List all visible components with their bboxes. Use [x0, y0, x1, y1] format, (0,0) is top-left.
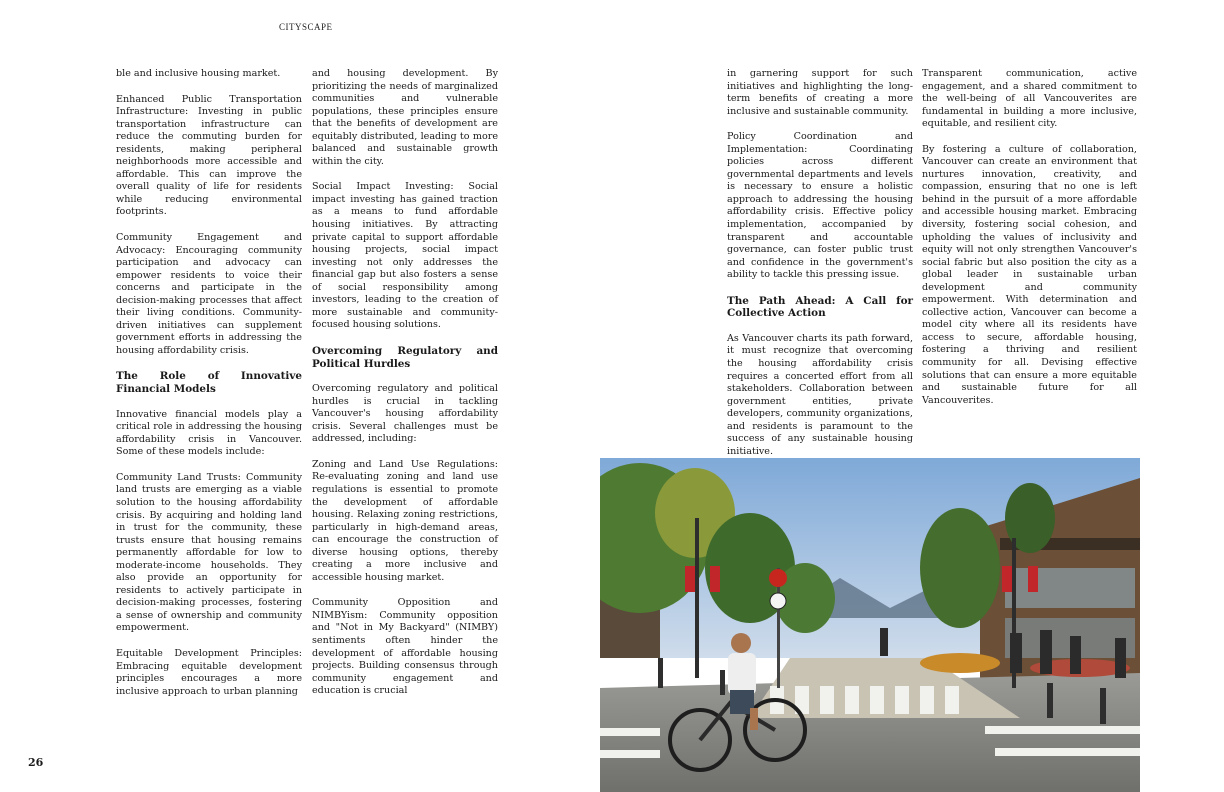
paragraph: and housing development. By prioritizing the needs of marginalized communities and vulnerable populations, these principles ensure that the benefits of development are equitably distributed, leading to more balanced and sustainable growth within the city. [312, 68, 498, 167]
text-column-4 [922, 68, 1137, 420]
section-heading: The Path Ahead: A Call for Collective Action [727, 294, 913, 320]
paragraph: Innovative financial models play a critical role in addressing the housing affordability crisis in Vancouver. Some of these models include: [116, 408, 302, 458]
paragraph: Community Engagement and Advocacy: Encouraging community participation and advocacy can empower residents to voice their concerns and participate in the decision-making processes that affect their living conditions. Community-driven initiatives can supplement government efforts in addressing the housing affordability crisis. [116, 232, 302, 356]
paragraph: Community Opposition and NIMBYism: Community opposition and "Not in My Backyard" (NIMBY) sentiments often hinder the development of affordable housing projects. Building consensus through community engagement and education is crucial [312, 597, 498, 697]
paragraph: Policy Coordination and Implementation: Coordinating policies across different governmental departments and levels is necessary to ensure a holistic approach to addressing the housing affordability crisis. Effective policy implementation, accompanied by transparent and accountable governance, can foster public trust and confidence in the government's ability to tackle this pressing issue. [727, 131, 913, 281]
text-column-3 [727, 68, 913, 471]
paragraph: Zoning and Land Use Regulations: Re-evaluating zoning and land use regulations is essential to promote the development of affordable housing. Relaxing zoning restrictions, particularly in high-demand areas, can encourage the construction of diverse housing options, thereby creating a more inclusive and accessible housing market. [312, 458, 498, 583]
paragraph: Transparent communication, active engagement, and a shared commitment to the well-being of all Vancouverites are fundamental in building a more inclusive, equitable, and resilient city. [922, 68, 1137, 130]
text-column-1 [116, 68, 302, 711]
text-column-2 [312, 68, 498, 711]
paragraph: By fostering a culture of collaboration, Vancouver can create an environment that nurtures innovation, creativity, and compassion, ensuring that no one is left behind in the pursuit of a more affordable and accessible housing market. Embracing diversity, fostering social cohesion, and upholding the values of inclusivity and equity will not only strengthen Vancouver's social fabric but also position the city as a global leader in sustainable urban development and community empowerment. With determination and collective action, Vancouver can become a model city where all its residents have access to secure, affordable housing, fostering a thriving and resilient community for all. Devising effective solutions that can ensure a more equitable and sustainable future for all Vancouverites. [922, 143, 1137, 406]
section-heading: Overcoming Regulatory and Political Hurdles [312, 344, 498, 370]
paragraph: Community Land Trusts: Community land trusts are emerging as a viable solution to the housing affordability crisis. By acquiring and holding land in trust for the community, these trusts ensure that housing remains permanently affordable for low to moderate-income households. They also provide an opportunity for residents to actively participate in decision-making processes, fostering a sense of ownership and community empowerment. [116, 471, 302, 634]
page-number: 26 [28, 756, 44, 769]
section-heading: The Role of Innovative Financial Models [116, 370, 302, 396]
paragraph: Social Impact Investing: Social impact investing has gained traction as a means to fund affordable housing initiatives. By attracting private capital to support affordable housing projects, social impact investing not only addresses the financial gap but also fosters a sense of social responsibility among investors, leading to the creation of more sustainable and community-focused housing solutions. [312, 181, 498, 331]
paragraph: Overcoming regulatory and political hurdles is crucial in tackling Vancouver's housing affordability crisis. Several challenges must be addressed, including: [312, 383, 498, 445]
paragraph: in garnering support for such initiatives and highlighting the long-term benefits of creating a more inclusive and sustainable community. [727, 68, 913, 117]
paragraph: As Vancouver charts its path forward, it must recognize that overcoming the housing affordability crisis requires a concerted effort from all stakeholders. Collaboration between government entities, private developers, community organizations, and residents is paramount to the success of any sustainable housing initiative. [727, 332, 913, 457]
publication-header: CITYSCAPE [279, 22, 333, 32]
paragraph: Equitable Development Principles: Embracing equitable development principles encourages a more inclusive approach to urban planning [116, 647, 302, 697]
street-scene-photo [600, 458, 1140, 792]
paragraph: ble and inclusive housing market. [116, 68, 281, 79]
paragraph: Enhanced Public Transportation Infrastructure: Investing in public transportation infrastructure can reduce the commuting burden for residents, making peripheral neighborhoods more accessible and affordable. This can improve the overall quality of life for residents while reducing environmental footprints. [116, 93, 302, 218]
